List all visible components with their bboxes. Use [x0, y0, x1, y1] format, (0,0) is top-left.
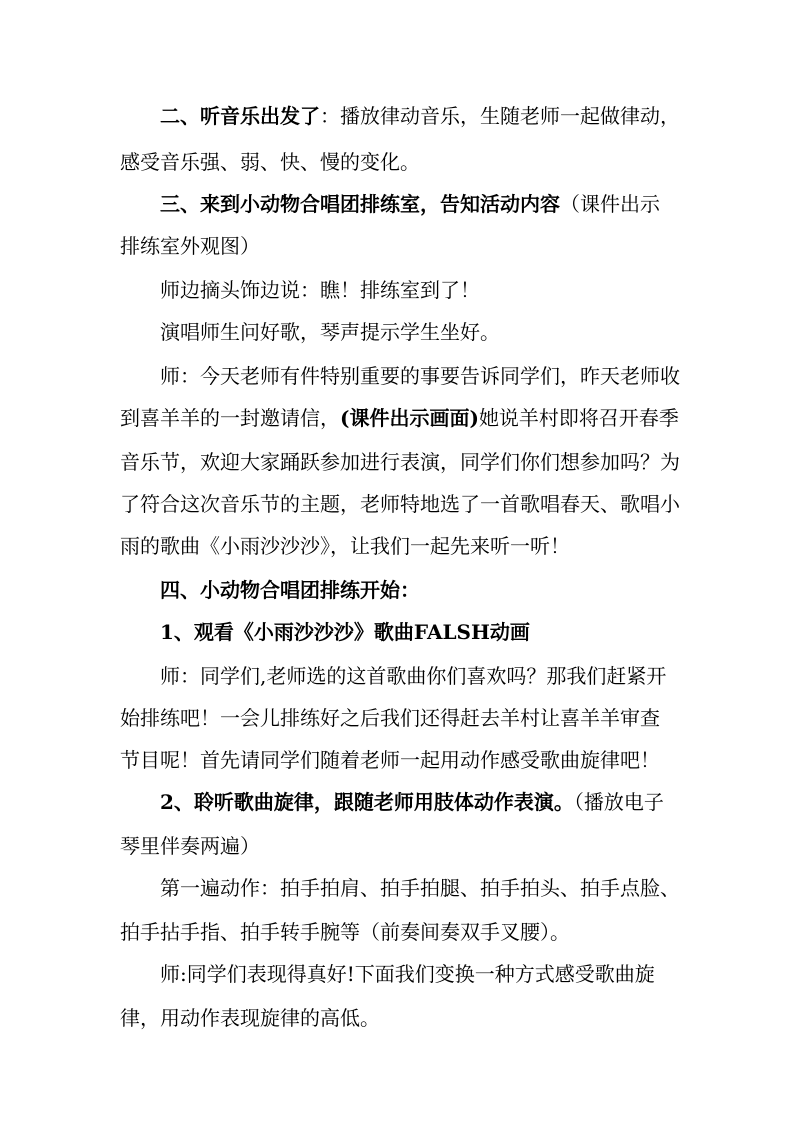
section-2-text: ：播放律动音乐，生随老师一起做律动， [320, 104, 680, 128]
section-4-heading: 四、小动物合唱团排练开始： [160, 578, 420, 602]
teacher-speech-1-line-2 [120, 402, 679, 431]
paragraph-teacher-remove-headwear: 师边摘头饰边说：瞧！排练室到了！ [160, 278, 480, 302]
teacher-speech-1-text-c: 她说羊村即将召开春季 [478, 406, 679, 430]
step-2-text: （播放电子 [573, 790, 664, 814]
section-2-heading: 二、听音乐出发了 [160, 104, 320, 128]
step-2-line-2: 琴里伴奏两遍） [120, 834, 260, 858]
teacher-speech-2-line-3: 节目呢！首先请同学们随着老师一起用动作感受歌曲旋律吧！ [120, 748, 660, 772]
teacher-speech-3-line-1: 师:同学们表现得真好!下面我们变换一种方式感受歌曲旋 [160, 962, 655, 986]
section-2-line-1 [160, 100, 680, 129]
teacher-speech-1-line-4: 了符合这次音乐节的主题，老师特地选了一首歌唱春天、歌唱小 [120, 492, 680, 516]
section-3-text: （课件出示 [560, 192, 660, 216]
step-2-heading: 2、聆听歌曲旋律，跟随老师用肢体动作表演。 [160, 790, 574, 814]
step-2-line-1 [160, 786, 664, 815]
section-3-line-2: 排练室外观图） [120, 234, 260, 258]
first-pass-actions-line-2: 拍手拈手指、拍手转手腕等（前奏间奏双手叉腰）。 [120, 920, 570, 944]
paragraph-greeting-song: 演唱师生问好歌，琴声提示学生坐好。 [160, 320, 500, 344]
teacher-speech-3-line-2: 律，用动作表现旋律的高低。 [120, 1006, 380, 1030]
section-2-line-2: 感受音乐强、弱、快、慢的变化。 [120, 150, 420, 174]
teacher-speech-1-line-1: 师：今天老师有件特别重要的事要告诉同学们，昨天老师收 [160, 364, 680, 388]
teacher-speech-1-line-5: 雨的歌曲《小雨沙沙沙》，让我们一起先来听一听！ [120, 534, 570, 558]
teacher-speech-1-line-3: 音乐节，欢迎大家踊跃参加进行表演，同学们你们想参加吗？为 [120, 450, 680, 474]
courseware-note: (课件出示画面) [340, 406, 479, 430]
section-3-heading: 三、来到小动物合唱团排练室，告知活动内容 [160, 192, 560, 216]
step-1-heading: 1、观看《小雨沙沙沙》歌曲FALSH动画 [160, 620, 530, 644]
teacher-speech-2-line-1: 师：同学们,老师选的这首歌曲你们喜欢吗？那我们赶紧开 [160, 664, 667, 688]
teacher-speech-1-text-a: 到喜羊羊的一封邀请信， [120, 406, 340, 430]
teacher-speech-2-line-2: 始排练吧！一会儿排练好之后我们还得赶去羊村让喜羊羊审查 [120, 706, 660, 730]
section-3-line-1 [160, 188, 660, 217]
first-pass-actions-line-1: 第一遍动作：拍手拍肩、拍手拍腿、拍手拍头、拍手点脸、 [160, 876, 680, 900]
